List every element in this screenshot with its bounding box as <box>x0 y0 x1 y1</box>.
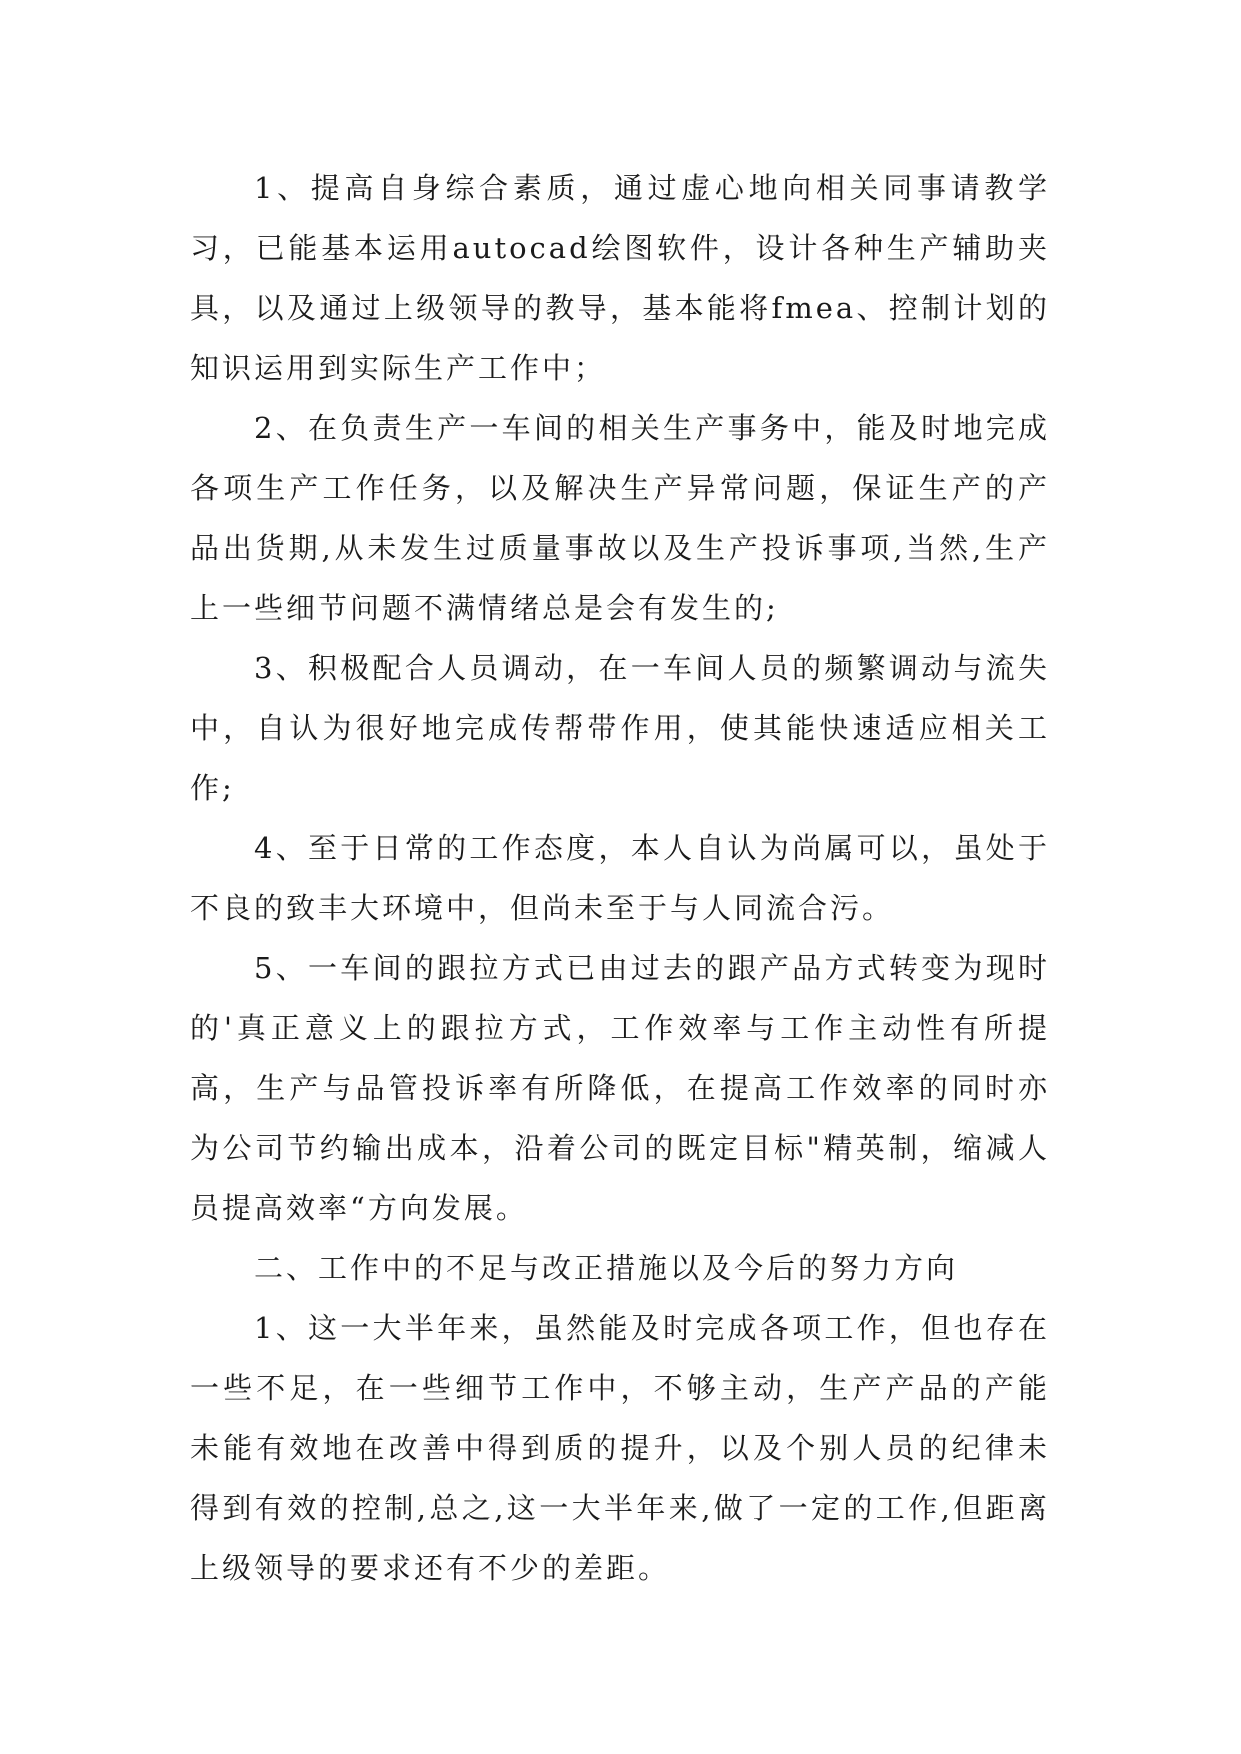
paragraph-2: 2、在负责生产一车间的相关生产事务中，能及时地完成各项生产工作任务，以及解决生产异常问题，保证生产的产品出货期,从未发生过质量事故以及生产投诉事项,当然,生产上一些细节问题不满情绪总是会有发生的; <box>190 411 1050 625</box>
paragraph-3: 3、积极配合人员调动，在一车间人员的频繁调动与流失中，自认为很好地完成传帮带作用，使其能快速适应相关工作; <box>190 651 1050 805</box>
paragraph-1: 1、提高自身综合素质，通过虚心地向相关同事请教学习，已能基本运用autocad绘图软件，设计各种生产辅助夹具，以及通过上级领导的教导，基本能将fmea、控制计划的知识运用到实际生产工作中； <box>190 171 1050 385</box>
paragraph-5: 5、一车间的跟拉方式已由过去的跟产品方式转变为现时的'真正意义上的跟拉方式，工作效率与工作主动性有所提高，生产与品管投诉率有所降低，在提高工作效率的同时亦为公司节约输出成本，沿着公司的既定目标"精英制，缩减人员提高效率“方向发展。 <box>190 951 1050 1225</box>
section-heading: 二、工作中的不足与改正措施以及今后的努力方向 <box>254 1251 959 1285</box>
document-body <box>190 158 1050 1598</box>
paragraph-4: 4、至于日常的工作态度，本人自认为尚属可以，虽处于不良的致丰大环境中，但尚未至于与人同流合污。 <box>190 831 1050 925</box>
section-paragraph-1: 1、这一大半年来，虽然能及时完成各项工作，但也存在一些不足，在一些细节工作中，不够主动，生产产品的产能未能有效地在改善中得到质的提升，以及个别人员的纪律未得到有效的控制,总之,这一大半年来,做了一定的工作,但距离上级领导的要求还有不少的差距。 <box>190 1311 1050 1585</box>
